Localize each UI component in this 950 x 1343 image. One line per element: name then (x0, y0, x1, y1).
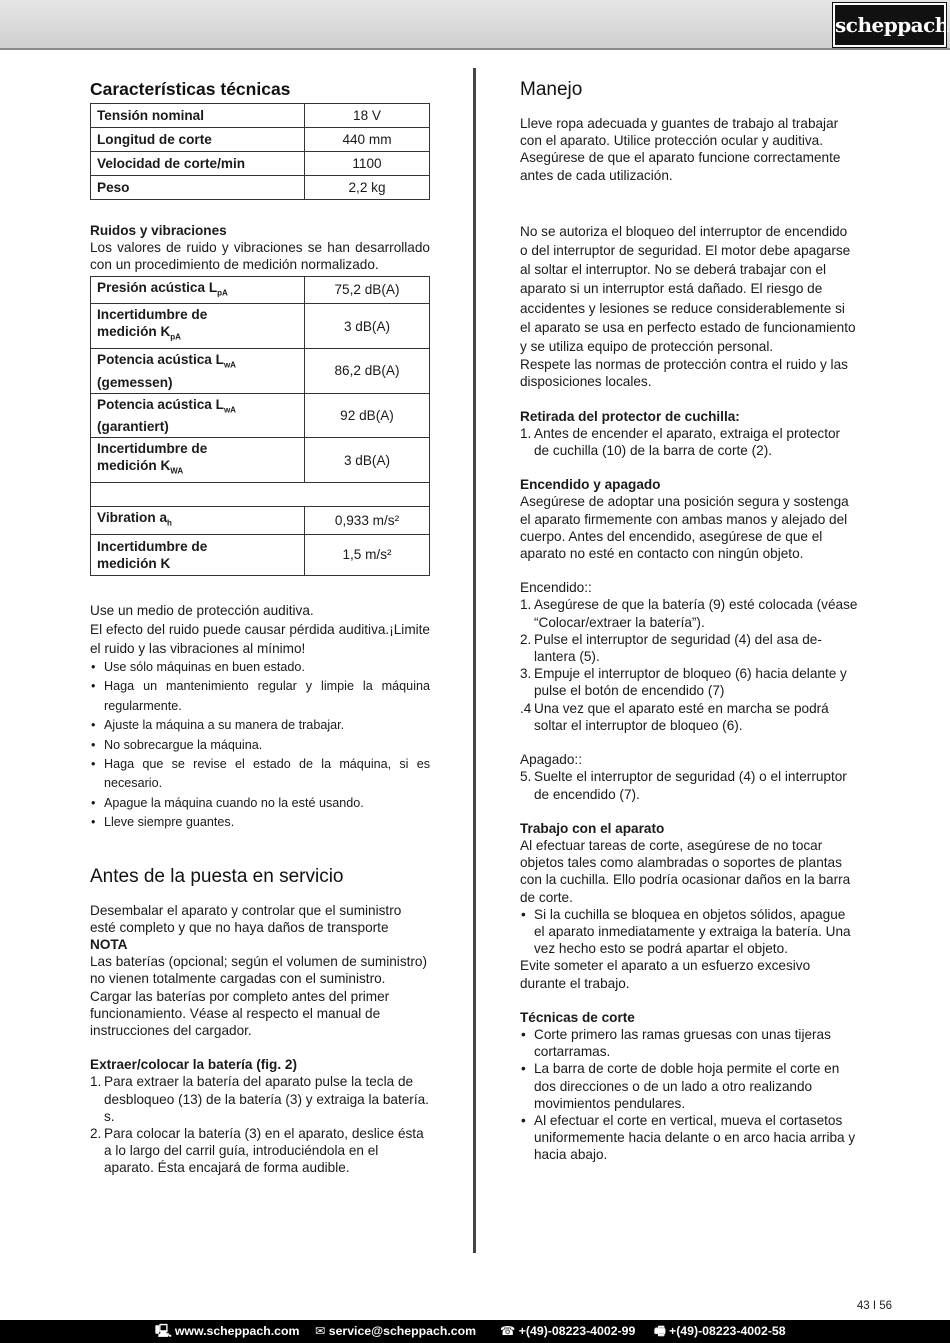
noise-key: Presión acústica $L_{pA}$ (91, 276, 305, 304)
noise-table (90, 276, 430, 576)
nota-text: Las baterías (opcional; según el volumen de suministro) no vienen totalmente cargadas con el suministro. Cargar las baterías por completo antes del primer funcionamiento. Véase al respecto el manual de instrucciones del cargador. (90, 954, 428, 1038)
spec-key: Peso (91, 176, 305, 200)
cut-title: Técnicas de corte (520, 1009, 635, 1025)
list-item: 2. Para colocar la batería (3) en el aparato, deslice ésta a lo largo del carril guía, introduciéndola en el aparato. Ésta encajará de forma audible. (90, 1126, 424, 1176)
work-text: Al efectuar tareas de corte, asegúrese de no tocar objetos tales como alambradas o soportes de plantas con la cuchilla. Ello podría ocasionar daños en la barra de corte. (520, 837, 851, 905)
spec-value: 2,2 kg (305, 176, 430, 200)
list-item: • Use sólo máquinas en buen estado. (90, 658, 430, 677)
noise-value: 3 dB(A) (305, 438, 430, 483)
tech-title: Características técnicas (90, 79, 291, 99)
noise-key: Incertidumbre de medición K (91, 534, 305, 575)
safety-list (90, 658, 430, 833)
guard-title: Retirada del protector de cuchilla: (520, 408, 740, 424)
table-row (91, 104, 430, 128)
computer-icon: 🖳 (155, 1324, 172, 1338)
noise-key: Potencia acústica $L_{wA}$ (gemessen) (91, 349, 305, 394)
protect-line: Use un medio de protección auditiva. (90, 602, 314, 618)
right-column (520, 78, 858, 1164)
on-label: Encendido:: (520, 580, 592, 596)
effect-text: El efecto del ruido puede causar pérdida auditiva.¡Limite el ruido y las vibraciones al mínimo! (90, 621, 430, 656)
noise-text: Los valores de ruido y vibraciones se han desarrollado con un procedimiento de medición normalizado. (90, 240, 430, 273)
list-item: • La barra de corte de doble hoja permite el corte en dos direcciones o de un lado a otro realizando movimientos pendulares. (520, 1060, 858, 1112)
table-row (91, 534, 430, 575)
list-item: • Haga que se revise el estado de la máquina, si es necesario. (90, 755, 430, 794)
spec-key: Longitud de corte (91, 128, 305, 152)
noise-key: Vibration $a_h$ (91, 507, 305, 535)
phone-icon: ☎ (500, 1324, 516, 1338)
list-item: 1. Antes de encender el aparato, extraiga el protector de cuchilla (10) de la barra de corte (2). (520, 425, 841, 459)
list-item: • Corte primero las ramas gruesas con unas tijeras cortarramas. (520, 1026, 858, 1060)
work-title: Trabajo con el aparato (520, 820, 665, 836)
list-item: • Al efectuar el corte en vertical, mueva el cortasetos uniformemente hacia delante o en arco hacia arriba y hacia abajo. (520, 1112, 858, 1164)
noise-value: 92 dB(A) (305, 393, 430, 438)
noise-key: Potencia acústica $L_{wA}$ (garantiert) (91, 393, 305, 438)
column-divider (473, 68, 476, 1253)
lock-text: No se autoriza el bloqueo del interruptor de encendido o del interruptor de seguridad. El motor debe apagarse al soltar el interruptor. No se deberá trabajar con el aparato si un interruptor está dañado. El riesgo de accidentes y lesiones se reduce considerablemente si el aparato se usa en perfecto estado de funcionamiento y se utiliza equipo de protección personal. (520, 223, 856, 355)
onoff-title: Encendido y apagado (520, 477, 661, 493)
work-end: Evite someter el aparato a un esfuerzo excesivo durante el trabajo. (520, 958, 811, 991)
table-row (91, 438, 430, 483)
table-row (91, 349, 430, 394)
battery-title: Extraer/colocar la batería (fig. 2) (90, 1057, 298, 1073)
onoff-text: Asegúrese de adoptar una posición segura y sostenga el aparato firmemente con ambas manos y alejado del cuerpo. Antes del encendido, asegúrese de que el aparato no esté en contacto con ningún objeto. (520, 494, 849, 562)
fax-icon: 🖷 (654, 1324, 666, 1338)
noise-value: 1,5 m/s² (305, 534, 430, 575)
manejo-text: Lleve ropa adecuada y guantes de trabajo al trabajar con el aparato. Utilice protección ocular y auditiva. Asegúrese de que el aparato funcione correctamente antes de cada utilización. (520, 116, 841, 183)
list-item: • No sobrecargue la máquina. (90, 736, 430, 755)
startup-title: Antes de la puesta en servicio (90, 865, 344, 887)
list-item: • Ajuste la máquina a su manera de trabajar. (90, 716, 430, 735)
tech-table (90, 103, 430, 200)
web-link[interactable]: 🖳 www.scheppach.com (155, 1324, 300, 1338)
table-row (91, 176, 430, 200)
work-list (520, 906, 858, 958)
list-item: • Apague la máquina cuando no la esté usando. (90, 794, 430, 813)
list-item: • Si la cuchilla se bloquea en objetos sólidos, apague el aparato inmediatamente y extraiga la batería. Una vez hecho esto se podrá apartar el objeto. (520, 906, 858, 958)
footer-bar (0, 1320, 950, 1343)
list-item: 1. Para extraer la batería del aparato pulse la tecla de desbloqueo (13) de la batería (3) y extraiga la batería. s. (90, 1074, 429, 1124)
page-number: 43 I 56 (856, 1300, 892, 1312)
battery-steps (90, 1073, 430, 1176)
list-item: 2. Pulse el interruptor de seguridad (4) del asa delantera (5). (520, 631, 822, 665)
off-steps (520, 768, 858, 802)
noise-value: 86,2 dB(A) (305, 349, 430, 394)
list-item: .4 Una vez que el aparato esté en marcha se podrá soltar el interruptor de bloqueo (6). (520, 700, 829, 733)
spec-value: 440 mm (305, 128, 430, 152)
respect-text: Respete las normas de protección contra el ruido y las disposiciones locales. (520, 357, 848, 390)
table-row (91, 276, 430, 304)
noise-key: Incertidumbre de medición $K_{WA}$ (91, 438, 305, 483)
nota-label: NOTA (90, 936, 128, 952)
list-item: • Haga un mantenimiento regular y limpie la máquina regularmente. (90, 677, 430, 716)
phone-link[interactable]: ☎ +(49)-08223-4002-99 (500, 1324, 636, 1338)
spec-value: 18 V (305, 104, 430, 128)
left-column (90, 78, 430, 1177)
list-item: 1. Asegúrese de que la batería (9) esté colocada (véase “Colocar/extraer la batería”). (520, 597, 858, 630)
guard-steps (520, 425, 858, 459)
scheppach-logo: scheppach (833, 3, 946, 47)
on-steps (520, 596, 858, 734)
cut-list (520, 1026, 858, 1164)
off-label: Apagado:: (520, 752, 582, 768)
table-row-empty (91, 483, 430, 507)
noise-key: Incertidumbre de medición $K_{pA}$ (91, 304, 305, 349)
email-link[interactable]: ✉ service@scheppach.com (315, 1324, 477, 1338)
list-item: 3. Empuje el interruptor de bloqueo (6) hacia delante y pulse el botón de encendido (7) (520, 666, 847, 699)
table-row (91, 304, 430, 349)
list-item: • Lleve siempre guantes. (90, 813, 430, 832)
noise-title: Ruidos y vibraciones (90, 223, 227, 238)
table-row (91, 128, 430, 152)
spec-value: 1100 (305, 152, 430, 176)
spec-key: Tensión nominal (91, 104, 305, 128)
table-row (91, 507, 430, 535)
noise-value: 3 dB(A) (305, 304, 430, 349)
mail-icon: ✉ (315, 1324, 326, 1338)
noise-value: 0,933 m/s² (305, 507, 430, 535)
table-row (91, 152, 430, 176)
table-row (91, 393, 430, 438)
noise-value: 75,2 dB(A) (305, 276, 430, 304)
fax-link[interactable]: 🖷 +(49)-08223-4002-58 (654, 1324, 786, 1338)
manejo-title: Manejo (520, 79, 583, 100)
startup-text: Desembalar el aparato y controlar que el suministro esté completo y que no haya daños de transporte (90, 902, 402, 935)
list-item: 5. Suelte el interruptor de seguridad (4) o el interruptor de encendido (7). (520, 769, 847, 802)
header-bar (0, 0, 950, 50)
spec-key: Velocidad de corte/min (91, 152, 305, 176)
